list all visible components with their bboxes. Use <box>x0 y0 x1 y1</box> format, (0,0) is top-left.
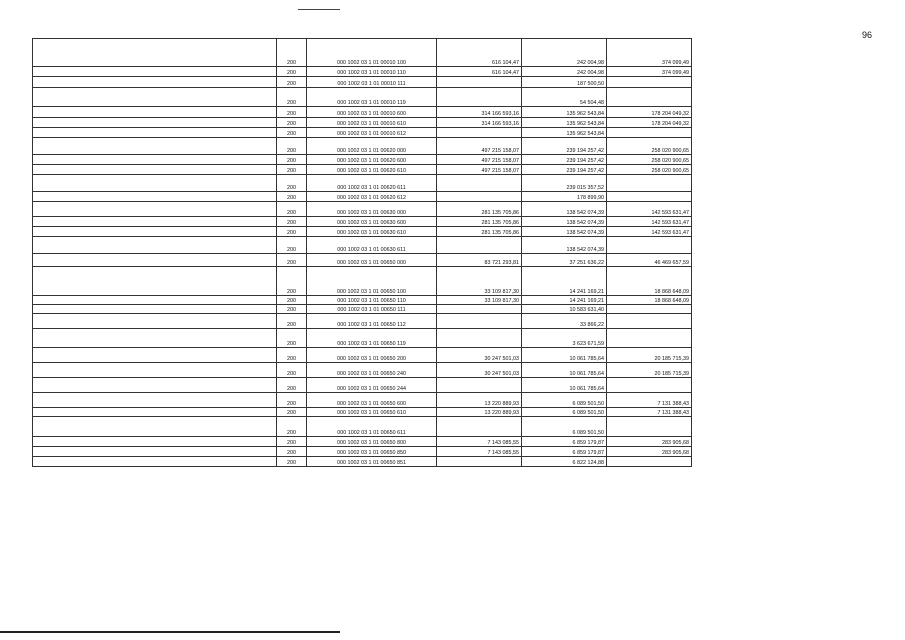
row-grbs: 200 <box>277 305 307 314</box>
row-amount-2: 6 089 501,50 <box>522 393 607 408</box>
row-code: 000 1002 03 1 01 00650 111 <box>307 305 437 314</box>
row-name <box>33 305 277 314</box>
row-amount-1: 314 166 593,16 <box>437 118 522 128</box>
table-row <box>33 305 692 314</box>
row-amount-3 <box>607 305 692 314</box>
row-name <box>33 138 277 155</box>
row-grbs: 200 <box>277 437 307 447</box>
row-name <box>33 417 277 437</box>
row-amount-3: 7 131 388,43 <box>607 393 692 408</box>
row-grbs: 200 <box>277 417 307 437</box>
row-name <box>33 378 277 393</box>
row-amount-3 <box>607 417 692 437</box>
table-row <box>33 77 692 88</box>
row-amount-1: 30 247 501,03 <box>437 363 522 378</box>
table-row <box>33 437 692 447</box>
row-code: 000 1002 03 1 01 00010 610 <box>307 118 437 128</box>
row-grbs: 200 <box>277 217 307 227</box>
row-amount-2: 138 542 074,39 <box>522 217 607 227</box>
table-row <box>33 267 692 296</box>
table-row <box>33 217 692 227</box>
row-amount-3 <box>607 175 692 192</box>
table-row <box>33 138 692 155</box>
table-row <box>33 393 692 408</box>
row-amount-3: 283 905,68 <box>607 447 692 457</box>
row-name <box>33 363 277 378</box>
row-amount-3: 20 185 715,39 <box>607 363 692 378</box>
row-grbs: 200 <box>277 165 307 175</box>
table-row <box>33 447 692 457</box>
row-grbs: 200 <box>277 77 307 88</box>
header-rule <box>298 9 340 10</box>
row-grbs: 200 <box>277 329 307 348</box>
table-row <box>33 254 692 267</box>
row-name <box>33 457 277 467</box>
row-name <box>33 393 277 408</box>
row-name <box>33 267 277 296</box>
row-name <box>33 175 277 192</box>
row-code: 000 1002 03 1 01 00010 612 <box>307 128 437 138</box>
row-code: 000 1002 03 1 01 00650 600 <box>307 393 437 408</box>
row-code: 000 1002 03 1 01 00650 800 <box>307 437 437 447</box>
row-amount-3 <box>607 88 692 107</box>
row-grbs: 200 <box>277 118 307 128</box>
row-name <box>33 437 277 447</box>
row-amount-1: 497 215 158,07 <box>437 165 522 175</box>
row-grbs: 200 <box>277 202 307 217</box>
row-code: 000 1002 03 1 01 00010 600 <box>307 107 437 118</box>
row-name <box>33 155 277 165</box>
row-amount-2: 6 859 179,87 <box>522 437 607 447</box>
row-code: 000 1002 03 1 01 00650 850 <box>307 447 437 457</box>
row-amount-2: 6 822 124,88 <box>522 457 607 467</box>
row-grbs: 200 <box>277 138 307 155</box>
row-name <box>33 192 277 202</box>
row-amount-3: 374 099,49 <box>607 39 692 67</box>
row-amount-2: 138 542 074,39 <box>522 237 607 254</box>
row-code: 000 1002 03 1 01 00010 111 <box>307 77 437 88</box>
table-row <box>33 118 692 128</box>
row-grbs: 200 <box>277 363 307 378</box>
table-row <box>33 165 692 175</box>
row-code: 000 1002 03 1 01 00620 610 <box>307 165 437 175</box>
row-grbs: 200 <box>277 88 307 107</box>
row-name <box>33 67 277 77</box>
row-name <box>33 408 277 417</box>
page-number: 96 <box>862 30 873 40</box>
row-amount-3: 142 593 631,47 <box>607 202 692 217</box>
table-row <box>33 417 692 437</box>
row-code: 000 1002 03 1 01 00650 200 <box>307 348 437 363</box>
row-amount-2: 242 004,98 <box>522 67 607 77</box>
row-code: 000 1002 03 1 01 00650 610 <box>307 408 437 417</box>
row-amount-2: 6 089 501,50 <box>522 417 607 437</box>
row-amount-3 <box>607 314 692 329</box>
row-amount-2: 10 061 785,64 <box>522 378 607 393</box>
row-amount-2: 6 859 179,87 <box>522 447 607 457</box>
row-amount-3: 178 204 049,32 <box>607 107 692 118</box>
row-amount-3 <box>607 237 692 254</box>
row-amount-2: 54 504,48 <box>522 88 607 107</box>
row-name <box>33 217 277 227</box>
row-amount-1 <box>437 128 522 138</box>
row-code: 000 1002 03 1 01 00650 000 <box>307 254 437 267</box>
row-amount-2: 135 962 543,84 <box>522 128 607 138</box>
table-row <box>33 202 692 217</box>
row-code: 000 1002 03 1 01 00010 110 <box>307 67 437 77</box>
table-row <box>33 378 692 393</box>
row-amount-2: 239 015 357,52 <box>522 175 607 192</box>
row-amount-1: 616 104,47 <box>437 39 522 67</box>
row-code: 000 1002 03 1 01 00620 000 <box>307 138 437 155</box>
table-row <box>33 227 692 237</box>
row-grbs: 200 <box>277 67 307 77</box>
row-amount-1: 13 220 889,93 <box>437 408 522 417</box>
row-amount-3: 20 185 715,39 <box>607 348 692 363</box>
table-row <box>33 237 692 254</box>
table-row <box>33 155 692 165</box>
row-code: 000 1002 03 1 01 00630 611 <box>307 237 437 254</box>
row-code: 000 1002 03 1 01 00620 600 <box>307 155 437 165</box>
row-name <box>33 77 277 88</box>
row-grbs: 200 <box>277 314 307 329</box>
row-amount-1: 497 215 158,07 <box>437 155 522 165</box>
row-name <box>33 314 277 329</box>
table-row <box>33 408 692 417</box>
row-name <box>33 202 277 217</box>
row-amount-1 <box>437 237 522 254</box>
row-code: 000 1002 03 1 01 00650 112 <box>307 314 437 329</box>
row-code: 000 1002 03 1 01 00630 610 <box>307 227 437 237</box>
row-amount-2: 239 194 257,42 <box>522 155 607 165</box>
row-amount-2: 14 241 169,21 <box>522 267 607 296</box>
row-amount-3: 142 593 631,47 <box>607 217 692 227</box>
row-amount-3: 374 099,49 <box>607 67 692 77</box>
row-amount-1: 33 109 817,30 <box>437 296 522 305</box>
row-grbs: 200 <box>277 227 307 237</box>
row-name <box>33 107 277 118</box>
table-row <box>33 39 692 67</box>
row-amount-3 <box>607 192 692 202</box>
row-amount-1 <box>437 329 522 348</box>
table-row <box>33 175 692 192</box>
row-amount-2: 138 542 074,39 <box>522 227 607 237</box>
table-row <box>33 107 692 118</box>
row-amount-2: 33 866,22 <box>522 314 607 329</box>
row-amount-1: 7 143 085,55 <box>437 437 522 447</box>
row-name <box>33 88 277 107</box>
row-amount-2: 10 061 785,64 <box>522 363 607 378</box>
row-amount-1 <box>437 175 522 192</box>
footer-rule <box>0 631 340 633</box>
row-name <box>33 296 277 305</box>
row-amount-3: 258 020 900,65 <box>607 165 692 175</box>
row-amount-3: 18 868 648,09 <box>607 296 692 305</box>
row-amount-3: 178 204 049,32 <box>607 118 692 128</box>
row-code: 000 1002 03 1 01 00650 110 <box>307 296 437 305</box>
table-row <box>33 88 692 107</box>
row-name <box>33 128 277 138</box>
row-code: 000 1002 03 1 01 00630 000 <box>307 202 437 217</box>
row-amount-3 <box>607 378 692 393</box>
table-row <box>33 363 692 378</box>
row-grbs: 200 <box>277 267 307 296</box>
row-name <box>33 237 277 254</box>
table-row <box>33 348 692 363</box>
row-amount-3: 258 020 900,65 <box>607 155 692 165</box>
row-grbs: 200 <box>277 175 307 192</box>
row-code: 000 1002 03 1 01 00650 100 <box>307 267 437 296</box>
row-grbs: 200 <box>277 348 307 363</box>
row-amount-1 <box>437 457 522 467</box>
row-grbs: 200 <box>277 254 307 267</box>
row-code: 000 1002 03 1 01 00650 244 <box>307 378 437 393</box>
row-grbs: 200 <box>277 192 307 202</box>
row-grbs: 200 <box>277 378 307 393</box>
table-row <box>33 67 692 77</box>
row-name <box>33 329 277 348</box>
table-row <box>33 329 692 348</box>
row-code: 000 1002 03 1 01 00650 240 <box>307 363 437 378</box>
row-code: 000 1002 03 1 01 00010 119 <box>307 88 437 107</box>
table-row <box>33 296 692 305</box>
table-row <box>33 192 692 202</box>
row-amount-1: 83 721 293,81 <box>437 254 522 267</box>
row-amount-1: 7 143 085,55 <box>437 447 522 457</box>
row-amount-3 <box>607 457 692 467</box>
row-amount-1: 314 166 593,16 <box>437 107 522 118</box>
row-amount-2: 135 962 543,84 <box>522 118 607 128</box>
row-amount-2: 3 623 671,59 <box>522 329 607 348</box>
row-amount-1: 281 135 705,86 <box>437 217 522 227</box>
row-amount-1 <box>437 378 522 393</box>
row-grbs: 200 <box>277 393 307 408</box>
row-amount-3 <box>607 77 692 88</box>
row-name <box>33 165 277 175</box>
row-grbs: 200 <box>277 107 307 118</box>
row-code: 000 1002 03 1 01 00650 611 <box>307 417 437 437</box>
row-amount-2: 14 241 169,21 <box>522 296 607 305</box>
row-amount-2: 239 194 257,42 <box>522 165 607 175</box>
row-name <box>33 348 277 363</box>
row-amount-2: 178 899,90 <box>522 192 607 202</box>
table-row <box>33 128 692 138</box>
row-amount-1: 33 109 817,30 <box>437 267 522 296</box>
row-amount-3 <box>607 128 692 138</box>
row-amount-2: 37 251 636,22 <box>522 254 607 267</box>
row-name <box>33 118 277 128</box>
row-amount-3: 46 469 657,59 <box>607 254 692 267</box>
row-name <box>33 447 277 457</box>
row-code: 000 1002 03 1 01 00620 611 <box>307 175 437 192</box>
row-amount-3: 283 905,68 <box>607 437 692 447</box>
row-code: 000 1002 03 1 01 00010 100 <box>307 39 437 67</box>
row-code: 000 1002 03 1 01 00650 119 <box>307 329 437 348</box>
row-amount-1 <box>437 192 522 202</box>
row-amount-1 <box>437 314 522 329</box>
row-grbs: 200 <box>277 296 307 305</box>
row-amount-2: 138 542 074,39 <box>522 202 607 217</box>
table-row <box>33 314 692 329</box>
row-amount-3: 258 020 900,65 <box>607 138 692 155</box>
row-grbs: 200 <box>277 237 307 254</box>
row-code: 000 1002 03 1 01 00620 612 <box>307 192 437 202</box>
row-grbs: 200 <box>277 39 307 67</box>
row-amount-2: 10 061 785,64 <box>522 348 607 363</box>
row-code: 000 1002 03 1 01 00630 600 <box>307 217 437 227</box>
row-amount-1 <box>437 77 522 88</box>
row-amount-2: 187 500,50 <box>522 77 607 88</box>
row-name <box>33 39 277 67</box>
row-amount-1: 497 215 158,07 <box>437 138 522 155</box>
budget-table <box>32 38 692 467</box>
table-body <box>33 39 692 467</box>
row-amount-2: 10 583 631,40 <box>522 305 607 314</box>
row-amount-3: 18 868 648,09 <box>607 267 692 296</box>
row-code: 000 1002 03 1 01 00650 851 <box>307 457 437 467</box>
row-amount-1: 281 135 705,86 <box>437 202 522 217</box>
row-grbs: 200 <box>277 155 307 165</box>
row-amount-2: 6 089 501,50 <box>522 408 607 417</box>
row-amount-1 <box>437 417 522 437</box>
row-amount-3: 142 593 631,47 <box>607 227 692 237</box>
row-amount-1: 616 104,47 <box>437 67 522 77</box>
row-amount-1 <box>437 88 522 107</box>
row-grbs: 200 <box>277 128 307 138</box>
row-amount-2: 239 194 257,42 <box>522 138 607 155</box>
row-amount-2: 135 962 543,84 <box>522 107 607 118</box>
row-name <box>33 254 277 267</box>
row-amount-3: 7 131 388,43 <box>607 408 692 417</box>
row-amount-1: 30 247 501,03 <box>437 348 522 363</box>
row-grbs: 200 <box>277 447 307 457</box>
row-name <box>33 227 277 237</box>
row-grbs: 200 <box>277 408 307 417</box>
row-amount-1: 13 220 889,93 <box>437 393 522 408</box>
row-amount-1 <box>437 305 522 314</box>
row-grbs: 200 <box>277 457 307 467</box>
table-row <box>33 457 692 467</box>
row-amount-1: 281 135 705,86 <box>437 227 522 237</box>
row-amount-3 <box>607 329 692 348</box>
row-amount-2: 242 004,98 <box>522 39 607 67</box>
